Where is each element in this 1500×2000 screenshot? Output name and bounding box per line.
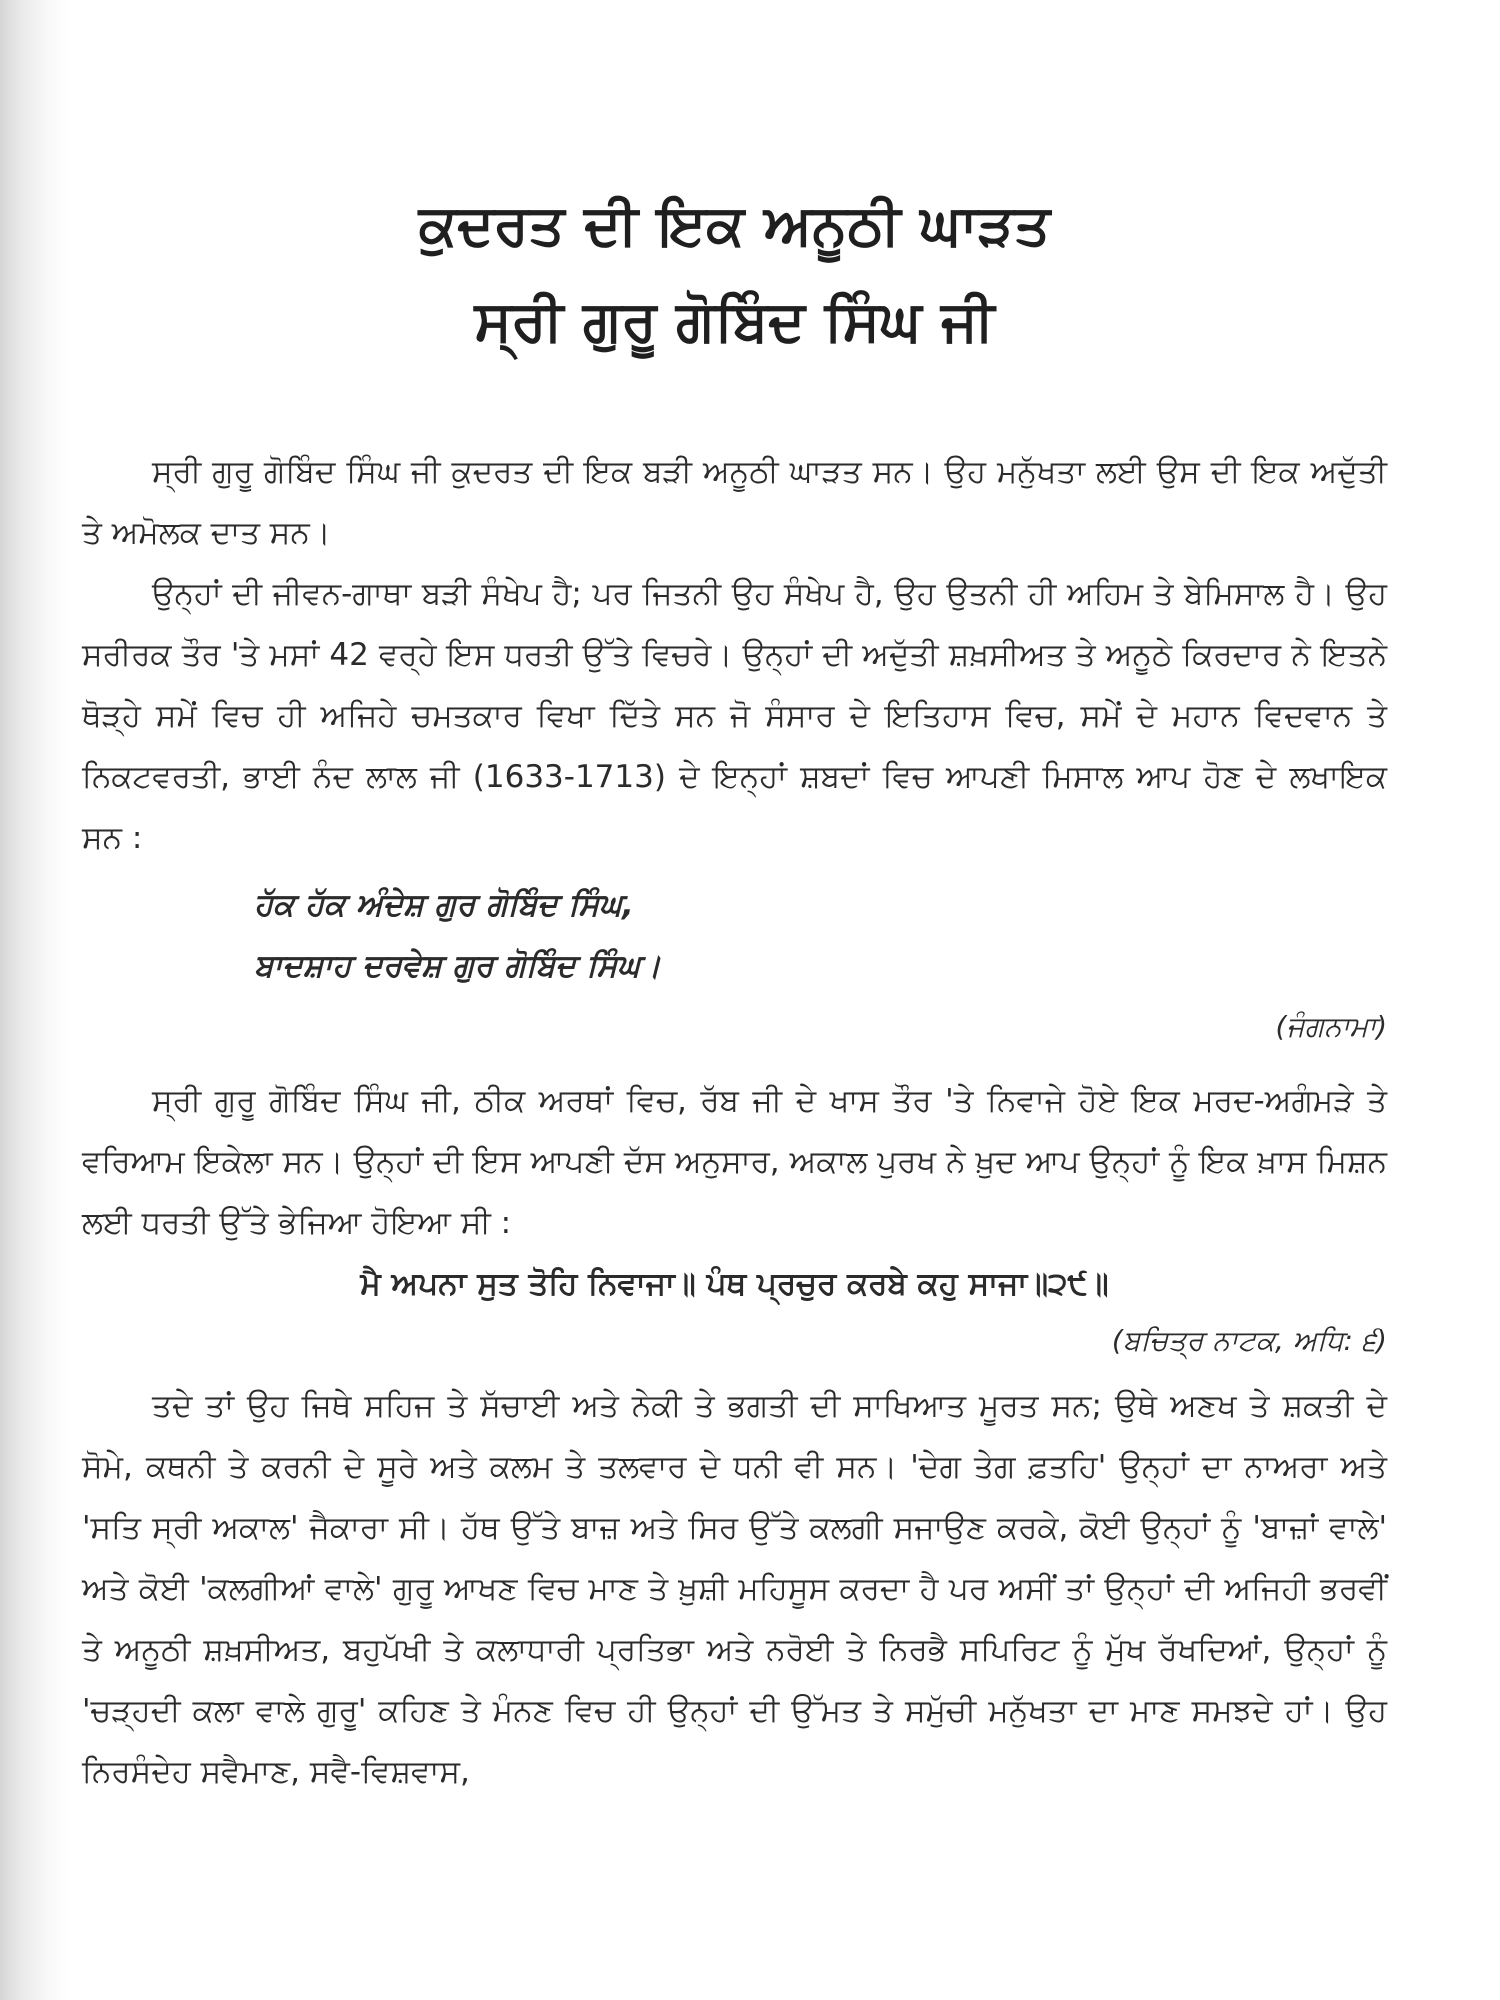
chapter-title-line-1: ਕੁਦਰਤ ਦੀ ਇਕ ਅਨੂਠੀ ਘਾੜਤ — [418, 193, 1051, 258]
paragraph-3: ਸ੍ਰੀ ਗੁਰੂ ਗੋਬਿੰਦ ਸਿੰਘ ਜੀ, ਠੀਕ ਅਰਥਾਂ ਵਿਚ, ਰੱਬ ਜੀ ਦੇ ਖਾਸ ਤੌਰ 'ਤੇ ਨਿਵਾਜੇ ਹੋਏ ਇਕ ਮਰਦ-ਅਗੰਮੜੇ ਤੇ ਵਰਿਆਮ ਇਕੇਲਾ ਸਨ। ਉਨ੍ਹਾਂ ਦੀ ਇਸ ਆਪਣੀ ਦੱਸ ਅਨੁਸਾਰ, ਅਕਾਲ ਪੁਰਖ ਨੇ ਖ਼ੁਦ ਆਪ ਉਨ੍ਹਾਂ ਨੂੰ ਇਕ ਖ਼ਾਸ ਮਿਸ਼ਨ ਲਈ ਧਰਤੀ ਉੱਤੇ ਭੇਜਿਆ ਹੋਇਆ ਸੀ : — [82, 1083, 1387, 1241]
verse-source: (ਬਚਿਤ੍ਰ ਨਾਟਕ, ਅਧਿ: ੬) — [1111, 1324, 1387, 1357]
chapter-title-line-2: ਸ੍ਰੀ ਗੁਰੂ ਗੋਬਿੰਦ ਸਿੰਘ ਜੀ — [474, 289, 995, 354]
paragraph-2: ਉਨ੍ਹਾਂ ਦੀ ਜੀਵਨ-ਗਾਥਾ ਬੜੀ ਸੰਖੇਪ ਹੈ; ਪਰ ਜਿਤਨੀ ਉਹ ਸੰਖੇਪ ਹੈ, ਉਹ ਉਤਨੀ ਹੀ ਅਹਿਮ ਤੇ ਬੇਮਿਸਾਲ ਹੈ। ਉਹ ਸਰੀਰਕ ਤੌਰ 'ਤੇ ਮਸਾਂ 42 ਵਰ੍ਹੇ ਇਸ ਧਰਤੀ ਉੱਤੇ ਵਿਚਰੇ। ਉਨ੍ਹਾਂ ਦੀ ਅਦੁੱਤੀ ਸ਼ਖ਼ਸੀਅਤ ਤੇ ਅਨੂਠੇ ਕਿਰਦਾਰ ਨੇ ਇਤਨੇ ਥੋੜ੍ਹੇ ਸਮੇਂ ਵਿਚ ਹੀ ਅਜਿਹੇ ਚਮਤਕਾਰ ਵਿਖਾ ਦਿੱਤੇ ਸਨ ਜੋ ਸੰਸਾਰ ਦੇ ਇਤਿਹਾਸ ਵਿਚ, ਸਮੇਂ ਦੇ ਮਹਾਨ ਵਿਦਵਾਨ ਤੇ ਨਿਕਟਵਰਤੀ, ਭਾਈ ਨੰਦ ਲਾਲ ਜੀ (1633-1713) ਦੇ ਇਨ੍ਹਾਂ ਸ਼ਬਦਾਂ ਵਿਚ ਆਪਣੀ ਮਿਸਾਲ ਆਪ ਹੋਣ ਦੇ ਲਖਾਇਕ ਸਨ : — [82, 576, 1387, 856]
paragraph-4: ਤਦੇ ਤਾਂ ਉਹ ਜਿਥੇ ਸਹਿਜ ਤੇ ਸੱਚਾਈ ਅਤੇ ਨੇਕੀ ਤੇ ਭਗਤੀ ਦੀ ਸਾਖਿਆਤ ਮੂਰਤ ਸਨ; ਉਥੇ ਅਣਖ ਤੇ ਸ਼ਕਤੀ ਦੇ ਸੋਮੇ, ਕਥਨੀ ਤੇ ਕਰਨੀ ਦੇ ਸੂਰੇ ਅਤੇ ਕਲਮ ਤੇ ਤਲਵਾਰ ਦੇ ਧਨੀ ਵੀ ਸਨ। 'ਦੇਗ ਤੇਗ ਫ਼ਤਹਿ' ਉਨ੍ਹਾਂ ਦਾ ਨਾਅਰਾ ਅਤੇ 'ਸਤਿ ਸ੍ਰੀ ਅਕਾਲ' ਜੈਕਾਰਾ ਸੀ। ਹੱਥ ਉੱਤੇ ਬਾਜ਼ ਅਤੇ ਸਿਰ ਉੱਤੇ ਕਲਗੀ ਸਜਾਉਣ ਕਰਕੇ, ਕੋਈ ਉਨ੍ਹਾਂ ਨੂੰ 'ਬਾਜ਼ਾਂ ਵਾਲੇ' ਅਤੇ ਕੋਈ 'ਕਲਗੀਆਂ ਵਾਲੇ' ਗੁਰੂ ਆਖਣ ਵਿਚ ਮਾਣ ਤੇ ਖ਼ੁਸ਼ੀ ਮਹਿਸੂਸ ਕਰਦਾ ਹੈ ਪਰ ਅਸੀਂ ਤਾਂ ਉਨ੍ਹਾਂ ਦੀ ਅਜਿਹੀ ਭਰਵੀਂ ਤੇ ਅਨੂਠੀ ਸ਼ਖ਼ਸੀਅਤ, ਬਹੁਪੱਖੀ ਤੇ ਕਲਾਧਾਰੀ ਪ੍ਰਤਿਭਾ ਅਤੇ ਨਰੋਈ ਤੇ ਨਿਰਭੈ ਸਪਿਰਿਟ ਨੂੰ ਮੁੱਖ ਰੱਖਦਿਆਂ, ਉਨ੍ਹਾਂ ਨੂੰ 'ਚੜ੍ਹਦੀ ਕਲਾ ਵਾਲੇ ਗੁਰੂ' ਕਹਿਣ ਤੇ ਮੰਨਣ ਵਿਚ ਹੀ ਉਨ੍ਹਾਂ ਦੀ ਉੱਮਤ ਤੇ ਸਮੁੱਚੀ ਮਨੁੱਖਤਾ ਦਾ ਮਾਣ ਸਮਝਦੇ ਹਾਂ। ਉਹ ਨਿਰਸੰਦੇਹ ਸਵੈਮਾਣ, ਸਵੈ-ਵਿਸ਼ਵਾਸ, — [82, 1388, 1387, 1790]
book-page — [82, 0, 1387, 2000]
quote-source: (ਜੰਗਨਾਮਾ) — [1275, 1010, 1387, 1043]
verse-line: ਮੈ ਅਪਨਾ ਸੁਤ ਤੋਹਿ ਨਿਵਾਜਾ॥ ਪੰਥ ਪ੍ਰਚੁਰ ਕਰਬੇ ਕਹੁ ਸਾਜਾ॥੨੯॥ — [360, 1266, 1109, 1302]
page-spine-shadow — [0, 0, 70, 2000]
paragraph-1: ਸ੍ਰੀ ਗੁਰੂ ਗੋਬਿੰਦ ਸਿੰਘ ਜੀ ਕੁਦਰਤ ਦੀ ਇਕ ਬੜੀ ਅਨੂਠੀ ਘਾੜਤ ਸਨ। ਉਹ ਮਨੁੱਖਤਾ ਲਈ ਉਸ ਦੀ ਇਕ ਅਦੁੱਤੀ ਤੇ ਅਮੋਲਕ ਦਾਤ ਸਨ। — [82, 454, 1387, 551]
quote-line-1: ਹੱਕ ਹੱਕ ਅੰਦੇਸ਼ ਗੁਰ ਗੋਬਿੰਦ ਸਿੰਘ, — [254, 887, 634, 923]
quote-line-2: ਬਾਦਸ਼ਾਹ ਦਰਵੇਸ਼ ਗੁਰ ਗੋਬਿੰਦ ਸਿੰਘ। — [254, 948, 662, 984]
